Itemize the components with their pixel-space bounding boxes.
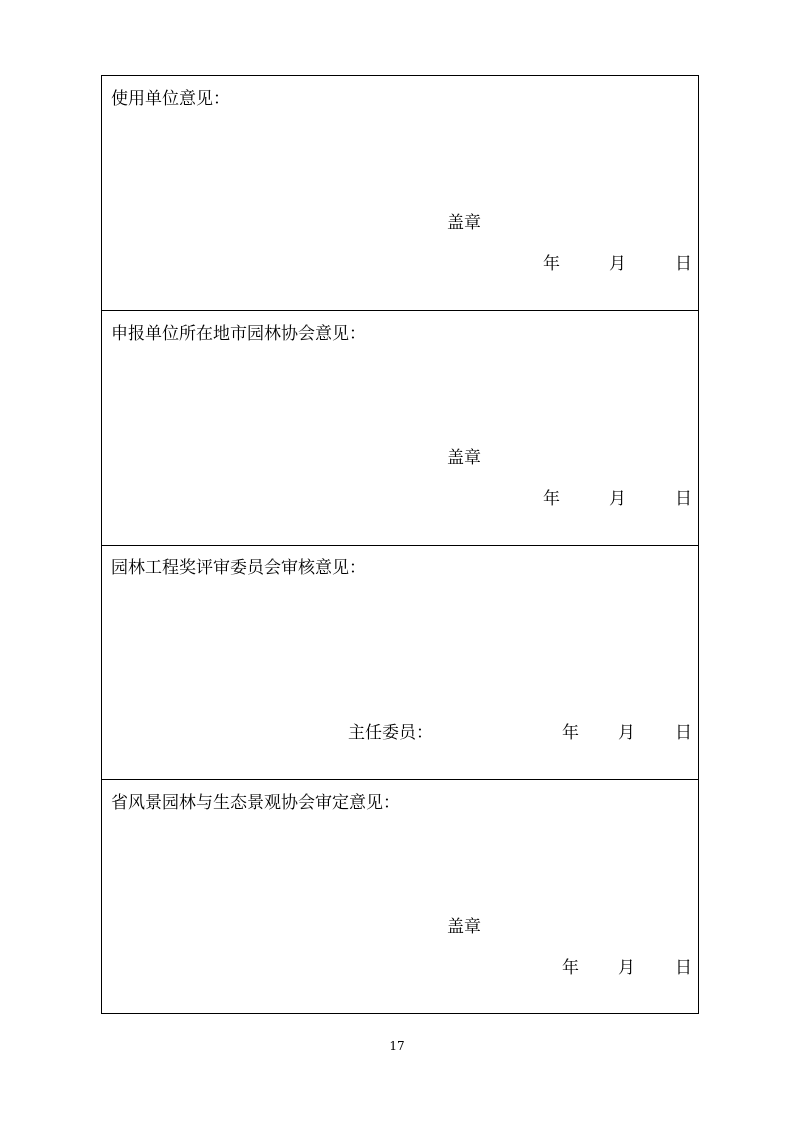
- seal-label: 盖章: [447, 213, 481, 233]
- date-year: 年: [543, 489, 560, 509]
- date-month: 月: [618, 958, 635, 978]
- date-year: 年: [562, 723, 579, 743]
- date-month: 月: [609, 489, 626, 509]
- date-day: 日: [675, 254, 692, 274]
- date-year: 年: [543, 254, 560, 274]
- date-month: 月: [609, 254, 626, 274]
- date-month: 月: [618, 723, 635, 743]
- city-association-opinion-section: [102, 311, 698, 546]
- seal-label: 盖章: [447, 917, 481, 937]
- date-year: 年: [562, 958, 579, 978]
- section-label: 使用单位意见：: [111, 89, 230, 109]
- review-committee-opinion-section: [102, 545, 698, 780]
- opinion-form-table: [101, 75, 699, 1014]
- user-unit-opinion-section: [102, 76, 698, 311]
- committee-director-label: 主任委员：: [348, 723, 433, 743]
- provincial-association-opinion-section: [102, 780, 698, 1013]
- date-day: 日: [675, 489, 692, 509]
- page-number: 17: [389, 1039, 405, 1053]
- section-label: 申报单位所在地市园林协会意见：: [111, 324, 366, 344]
- date-day: 日: [675, 723, 692, 743]
- date-day: 日: [675, 958, 692, 978]
- section-label: 省风景园林与生态景观协会审定意见：: [111, 793, 400, 813]
- seal-label: 盖章: [447, 448, 481, 468]
- section-label: 园林工程奖评审委员会审核意见：: [111, 558, 366, 578]
